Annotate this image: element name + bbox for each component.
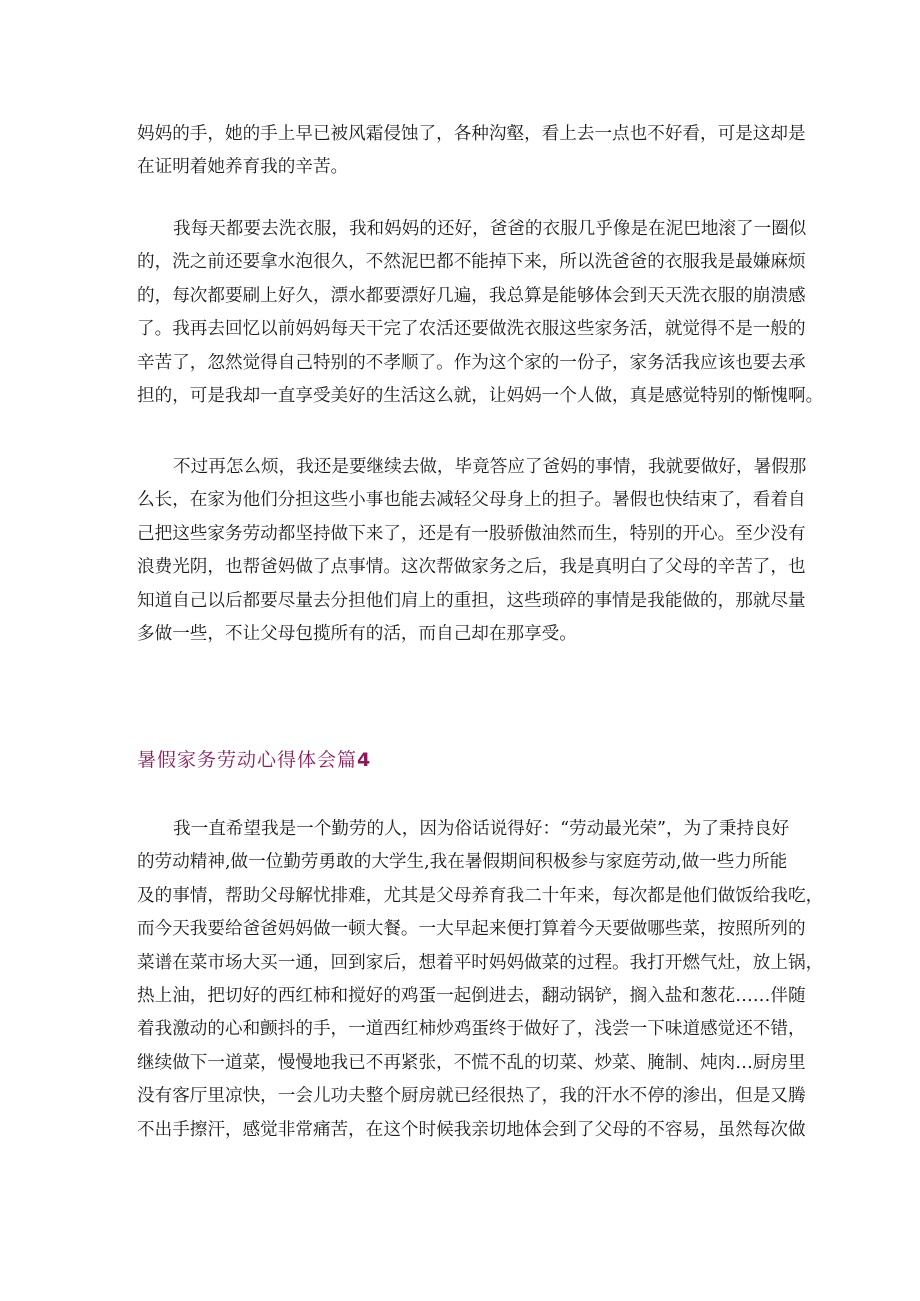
paragraph-line: 辛苦了，忽然觉得自己特别的不孝顺了。作为这个家的一份子，家务活我应该也要去承 xyxy=(137,352,806,373)
paragraph-line: 浪费光阴，也帮爸妈做了点事情。这次帮做家务之后，我是真明白了父母的辛苦了，也 xyxy=(137,557,806,578)
paragraph-line: 不过再怎么烦，我还是要继续去做，毕竟答应了爸妈的事情，我就要做好，暑假那 xyxy=(173,457,807,477)
paragraph-line: 担的，可是我却一直享受美好的生活这么就，让妈妈一个人做，真是感觉特别的惭愧啊。 xyxy=(137,385,824,406)
paragraph-1 xyxy=(137,118,806,185)
paragraph-line: 我每天都要去洗衣服，我和妈妈的还好，爸爸的衣服几乎像是在泥巴地滚了一圈似 xyxy=(173,219,807,239)
paragraph-line: 知道自己以后都要尽量去分担他们肩上的重担，这些琐碎的事情是我能做的，那就尽量 xyxy=(137,590,806,611)
paragraph-line: 的，洗之前还要拿水泡很久，不然泥巴都不能掉下来，所以洗爸爸的衣服我是最嫌麻烦 xyxy=(137,252,806,273)
paragraph-line: 不出手擦汗，感觉非常痛苦，在这个时候我亲切地体会到了父母的不容易，虽然每次做 xyxy=(137,1119,806,1140)
paragraph-line: 而今天我要给爸爸妈妈做一顿大餐。一大早起来便打算着今天要做哪些菜，按照所列的 xyxy=(137,919,806,940)
paragraph-line: 么长，在家为他们分担这些小事也能去减轻父母身上的担子。暑假也快结束了，看着自 xyxy=(137,490,806,511)
paragraph-line: 的，每次都要刷上好久，漂水都要漂好几遍，我总算是能够体会到天天洗衣服的崩溃感 xyxy=(137,285,806,306)
section-heading-text: 暑假家务劳动心得体会篇 xyxy=(137,749,358,771)
section-heading-number: 4 xyxy=(357,749,371,771)
paragraph-line: 没有客厅里凉快，一会儿功夫整个厨房就已经很热了，我的汗水不停的渗出，但是又腾 xyxy=(137,1086,806,1107)
paragraph-3 xyxy=(137,451,807,651)
paragraph-line: 我一直希望我是一个勤劳的人，因为俗话说得好：“劳动最光荣”，为了秉持良好 xyxy=(173,819,790,839)
paragraph-2 xyxy=(137,213,824,413)
paragraph-line: 了。我再去回忆以前妈妈每天干完了农活还要做洗衣服这些家务活，就觉得不是一般的 xyxy=(137,319,806,340)
paragraph-4 xyxy=(137,813,824,1147)
paragraph-line: 的劳动精神,做一位勤劳勇敢的大学生,我在暑假期间积极参与家庭劳动,做一些力所能 xyxy=(137,852,788,873)
section-heading xyxy=(137,742,370,778)
paragraph-line: 己把这些家务劳动都坚持做下来了，还是有一股骄傲油然而生，特别的开心。至少没有 xyxy=(137,523,806,544)
paragraph-line: 多做一些，不让父母包揽所有的活，而自己却在那享受。 xyxy=(137,623,577,644)
paragraph-line: 继续做下一道菜，慢慢地我已不再紧张，不慌不乱的切菜、炒菜、腌制、炖肉…厨房里 xyxy=(137,1052,806,1073)
paragraph-line: 热上油，把切好的西红柿和搅好的鸡蛋一起倒进去，翻动锅铲，搁入盐和葱花……伴随 xyxy=(137,985,806,1006)
paragraph-line: 菜谱在菜市场大买一通，回到家后，想着平时妈妈做菜的过程。我打开燃气灶，放上锅， xyxy=(137,952,824,973)
paragraph-line: 妈妈的手，她的手上早已被风霜侵蚀了，各种沟壑，看上去一点也不好看，可是这却是 xyxy=(137,124,806,144)
paragraph-line: 在证明着她养育我的辛苦。 xyxy=(137,157,349,178)
paragraph-line: 及的事情，帮助父母解忧排难，尤其是父母养育我二十年来，每次都是他们做饭给我吃， xyxy=(137,885,824,906)
paragraph-line: 着我激动的心和颤抖的手，一道西红柿炒鸡蛋终于做好了，浅尝一下味道感觉还不错， xyxy=(137,1019,806,1040)
